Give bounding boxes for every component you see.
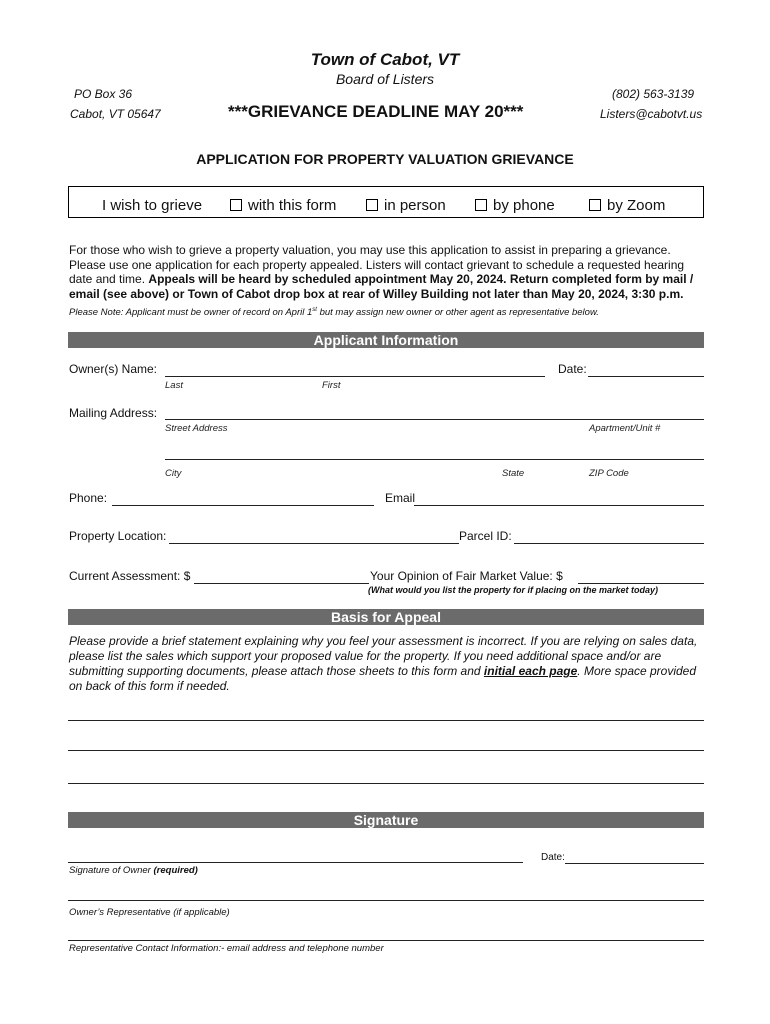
parcel-id-input[interactable] bbox=[514, 543, 704, 544]
current-assessment-label: Current Assessment: $ bbox=[69, 569, 191, 583]
po-box: PO Box 36 bbox=[74, 87, 133, 101]
option-with-this-form[interactable]: with this form bbox=[230, 197, 336, 214]
owner-note: Please Note: Applicant must be owner of record on April 1st but may assign new owner or other agent as representative below. bbox=[69, 307, 599, 319]
form-title: APPLICATION FOR PROPERTY VALUATION GRIEVANCE bbox=[196, 151, 574, 167]
phone-label: Phone: bbox=[69, 491, 108, 505]
basis-instructions: Please provide a brief statement explaining why you feel your assessment is incorrect. If you are relying on sales data, please list the sales which support your proposed value for the property. If you need additional space and/or are submitting supporting documents, please attach those sheets to this form and initial each page. More space provided on back of this form if needed. bbox=[69, 634, 698, 693]
owner-name-label: Owner(s) Name: bbox=[69, 362, 158, 376]
intro-paragraph: For those who wish to grieve a property valuation, you may use this application to assist in preparing a grievance. Please use one application for each property appealed. Listers will contact grievant to schedule a requested hearing date and time. Appeals will be heard by scheduled appointment May 20, 2024. Return completed form by mail / email (see above) or Town of Cabot drop box at rear of Willey Building not later than May 20, 2024, 3:30 p.m. bbox=[69, 243, 694, 301]
email-label: Email bbox=[385, 491, 416, 505]
street-address-hint: Street Address bbox=[165, 423, 228, 434]
basis-line-2[interactable] bbox=[68, 750, 704, 751]
first-name-hint: First bbox=[322, 380, 341, 391]
representative-input[interactable] bbox=[68, 900, 704, 901]
applicant-section-heading: Applicant Information bbox=[68, 332, 704, 348]
market-value-note: (What would you list the property for if placing on the market today) bbox=[368, 585, 659, 595]
date-input[interactable] bbox=[588, 376, 704, 377]
property-location-label: Property Location: bbox=[69, 529, 167, 543]
owner-signature-input[interactable] bbox=[68, 862, 523, 863]
mailing-address-label: Mailing Address: bbox=[69, 406, 158, 420]
town-title: Town of Cabot, VT bbox=[310, 50, 460, 69]
city-hint: City bbox=[165, 468, 182, 479]
representative-contact-input[interactable] bbox=[68, 940, 704, 941]
email-address: Listers@cabotvt.us bbox=[600, 107, 703, 121]
city-state-zip-input[interactable] bbox=[165, 459, 704, 460]
current-assessment-input[interactable] bbox=[194, 583, 369, 584]
signature-date-label: Date: bbox=[541, 852, 565, 863]
owner-signature-label: Signature of Owner (required) bbox=[69, 865, 198, 876]
deadline-banner: ***GRIEVANCE DEADLINE MAY 20*** bbox=[228, 102, 524, 121]
checkbox-icon[interactable] bbox=[366, 199, 378, 211]
representative-contact-label: Representative Contact Information:- email address and telephone number bbox=[69, 943, 384, 954]
market-value-input[interactable] bbox=[578, 583, 704, 584]
owner-name-input[interactable] bbox=[165, 376, 545, 377]
option-by-phone[interactable]: by phone bbox=[475, 197, 555, 214]
market-value-label: Your Opinion of Fair Market Value: $ bbox=[370, 569, 563, 583]
signature-date-input[interactable] bbox=[565, 863, 704, 864]
checkbox-icon[interactable] bbox=[475, 199, 487, 211]
phone-input[interactable] bbox=[112, 505, 374, 506]
basis-section-heading: Basis for Appeal bbox=[68, 609, 704, 625]
basis-line-1[interactable] bbox=[68, 720, 704, 721]
last-name-hint: Last bbox=[165, 380, 183, 391]
apartment-hint: Apartment/Unit # bbox=[589, 423, 661, 434]
zip-hint: ZIP Code bbox=[589, 468, 629, 479]
basis-line-3[interactable] bbox=[68, 783, 704, 784]
city-zip: Cabot, VT 05647 bbox=[70, 107, 161, 121]
board-title: Board of Listers bbox=[335, 71, 435, 87]
checkbox-icon[interactable] bbox=[589, 199, 601, 211]
email-input[interactable] bbox=[414, 505, 704, 506]
state-hint: State bbox=[502, 468, 525, 479]
grieve-label: I wish to grieve bbox=[102, 197, 203, 214]
checkbox-icon[interactable] bbox=[230, 199, 242, 211]
parcel-id-label: Parcel ID: bbox=[459, 529, 512, 543]
date-label: Date: bbox=[558, 362, 587, 376]
property-location-input[interactable] bbox=[169, 543, 459, 544]
option-in-person[interactable]: in person bbox=[366, 197, 446, 214]
street-address-input[interactable] bbox=[165, 419, 704, 420]
option-by-zoom[interactable]: by Zoom bbox=[589, 197, 665, 214]
phone-number: (802) 563-3139 bbox=[612, 87, 695, 101]
representative-label: Owner’s Representative (if applicable) bbox=[69, 907, 230, 918]
signature-section-heading: Signature bbox=[68, 812, 704, 828]
